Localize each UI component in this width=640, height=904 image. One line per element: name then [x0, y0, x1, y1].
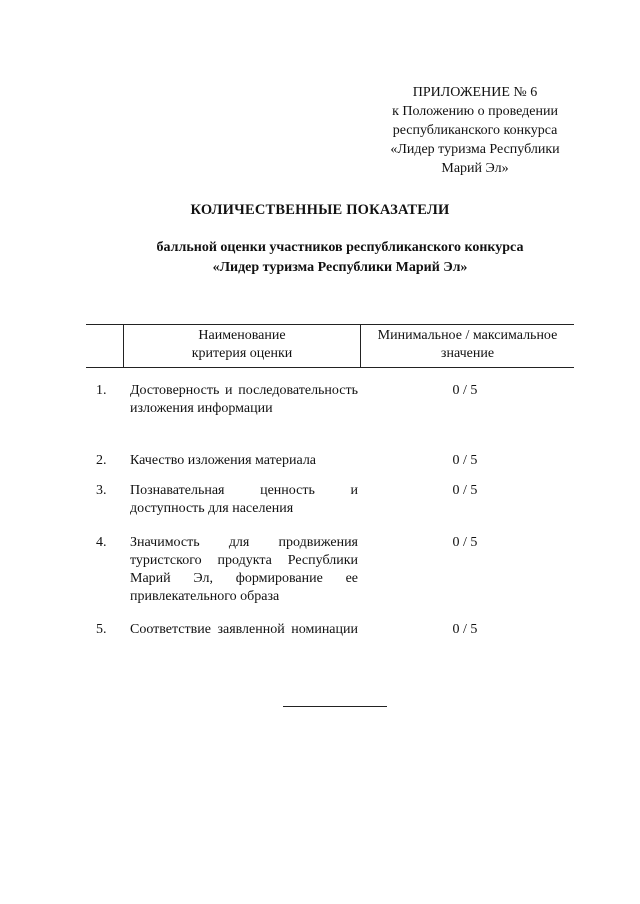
row-criterion: Значимость для продвижения туристского продукта Республики Марий Эл, формирование ее привлекательного образа: [130, 535, 358, 604]
header-value: [361, 327, 574, 363]
annex-line: Марий Эл»: [441, 161, 509, 176]
row-value: 0 / 5: [452, 483, 478, 498]
row-criterion: Достоверность и последовательность изложения информации: [130, 383, 358, 416]
document-subtitle: [0, 238, 640, 278]
row-number: 1.: [96, 383, 107, 398]
document-title: КОЛИЧЕСТВЕННЫЕ ПОКАЗАТЕЛИ: [190, 202, 450, 218]
header-criterion-line: Наименование: [198, 328, 286, 343]
row-value: 0 / 5: [452, 535, 478, 550]
header-criterion-line: критерия оценки: [191, 346, 293, 361]
row-criterion: Познавательная ценность и доступность для населения: [130, 483, 358, 516]
annex-line: к Положению о проведении: [392, 104, 558, 119]
header-criterion: [124, 327, 360, 363]
subtitle-line: «Лидер туризма Республики Марий Эл»: [212, 260, 468, 275]
table-top-rule: [86, 324, 574, 325]
row-number: 3.: [96, 483, 107, 498]
row-value: 0 / 5: [452, 453, 478, 468]
row-criterion: Соответствие заявленной номинации: [130, 622, 358, 637]
annex-block: [370, 83, 580, 178]
annex-title: ПРИЛОЖЕНИЕ № 6: [412, 85, 538, 100]
row-criterion: Качество изложения материала: [130, 453, 317, 468]
end-rule: [283, 706, 387, 707]
table-header-rule: [86, 367, 574, 368]
header-value-line: Минимальное / максимальное: [377, 328, 558, 343]
row-number: 5.: [96, 622, 107, 637]
subtitle-line: балльной оценки участников республиканского конкурса: [156, 240, 524, 255]
row-value: 0 / 5: [452, 383, 478, 398]
row-number: 4.: [96, 535, 107, 550]
annex-line: республиканского конкурса: [392, 123, 558, 138]
row-value: 0 / 5: [452, 622, 478, 637]
row-number: 2.: [96, 453, 107, 468]
header-value-line: значение: [440, 346, 495, 361]
annex-line: «Лидер туризма Республики: [390, 142, 560, 157]
